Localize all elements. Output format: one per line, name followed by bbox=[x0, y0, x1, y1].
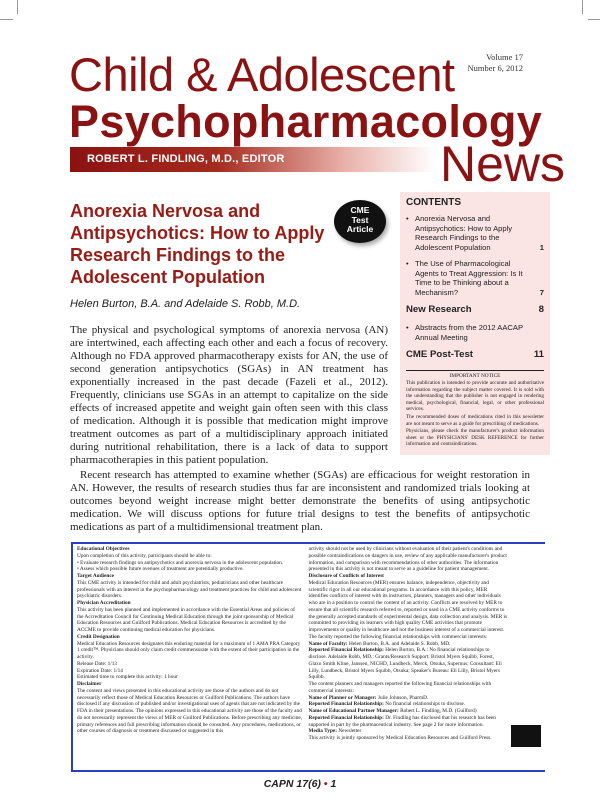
cme-section-text: This CME activity is intended for child and adult psychiatrists, pediatricians and other healthcare professionals with an interest in the psychopharmacology and treatment practices for child and adolescent psychiatric disorders. bbox=[77, 579, 302, 600]
cme-section-heading: Educational Objectives bbox=[77, 546, 130, 552]
cme-section bbox=[77, 674, 303, 681]
notice-text: Physicians, please check the manufacturer's product information sheet or the PHYSICIANS' DESK REFERENCE for further information and contraindications. bbox=[406, 428, 544, 448]
issue-info bbox=[455, 52, 523, 74]
cme-section bbox=[77, 546, 303, 560]
cme-section-text: The faculty reported the following financial relationships with commercial interests: bbox=[308, 633, 488, 640]
cme-section-text: The content planners and managers reported the following financial relationships with commercial interests: bbox=[308, 681, 492, 694]
bullet-icon: • bbox=[406, 323, 409, 332]
cme-section-text: Helen Burton, B.A.: No financial relationships to disclose. Adelaide Robb, MD.: Grants/Research Support: Bristol Myers Squibb, Forest, Glaxo Smith Kline, Janssen, NICHD, Lundbeck, Merck, Otsuka, Supernus; Consultant: Eli Lilly, Lundbeck, Bristol Myers Squibb, Otsuka; Speaker's Bureau: Eli Lilly, Bristol Myers Squibb. bbox=[308, 647, 502, 681]
cme-section bbox=[77, 634, 303, 661]
cme-section-text: • Evaluate research findings on antipsychotics and anorexia nervosa in the adolescent population. bbox=[77, 559, 284, 566]
cme-section-text: Expiration Date: 1/14 bbox=[77, 667, 123, 674]
logo-column bbox=[511, 546, 545, 767]
cme-section bbox=[309, 546, 509, 573]
cme-section-heading: Reported Financial Relationship: bbox=[308, 647, 384, 654]
cme-section bbox=[77, 681, 303, 735]
cme-section-heading: Name of Faculty: bbox=[308, 640, 348, 647]
cme-section-heading: Reported Financial Relationship: bbox=[308, 714, 384, 721]
mer-logo bbox=[511, 725, 541, 747]
cme-section bbox=[309, 647, 509, 681]
cme-test-badge bbox=[334, 200, 386, 243]
badge-line: Test bbox=[351, 214, 369, 225]
notice-heading: IMPORTANT NOTICE bbox=[449, 373, 501, 379]
cme-section bbox=[77, 600, 303, 634]
cme-section-heading: Name of Educational Partner Manager: bbox=[308, 708, 399, 714]
masthead-title-line2: Psychopharmacology bbox=[69, 96, 543, 147]
cme-section-text: No financial relationships to disclose. bbox=[385, 701, 466, 708]
important-notice bbox=[406, 370, 544, 448]
paragraph: The physical and psychological symptoms of anorexia nervosa (AN) are intertwined, each affecting each other and each a focus of recovery. Although no FDA approved pharmacotherapy exists for AN, the use of second generation antipsychotics (SGAs) in AN treatment has exponentially increased in the past decade (Fazeli et al., 2012). Frequently, clinicians use SGAs in an attempt to capitalize on the side effects of increased appetite and weight gain often seen with this class of medication. Although it is possible that medication might improve treatment outcomes as part of a multidisciplinary approach initiated during nutritional rehabilitation, there is a lack of data to support pharmacotherapies in this patient population. bbox=[70, 324, 388, 466]
contents-post-test[interactable]: CME Post-Test 11 bbox=[406, 349, 544, 360]
editor-bar bbox=[70, 147, 435, 172]
cme-section-heading: Reported Financial Relationship: bbox=[308, 701, 384, 708]
cme-section bbox=[309, 681, 509, 695]
contents-new-research[interactable]: New Research 8 bbox=[406, 304, 544, 315]
volume: Volume 17 bbox=[486, 52, 523, 62]
cme-section-heading: Target Audience bbox=[77, 573, 115, 579]
contents-item[interactable]: • Abstracts from the 2012 AACAP Annual Meeting bbox=[406, 323, 523, 342]
cme-column-2 bbox=[309, 546, 509, 767]
cme-section-text: activity should not be used by clinicians without evaluation of their patient's conditions and possible contraindications on dangers in use, review of any applicable manufacturer's product information, and comparison with recommendations of other authorities. The information presented in this activity is not meant to serve as a guideline for patient management. bbox=[308, 546, 507, 573]
cme-section-text: Release Date: 1/13 bbox=[77, 660, 118, 667]
cme-section bbox=[309, 701, 509, 708]
cme-section bbox=[77, 661, 303, 668]
cme-section-text: Dr. Findling has disclosed that his research has been supported in part by the pharmaceutical industry. See page 2 for more information. bbox=[308, 714, 496, 728]
cme-section bbox=[77, 668, 303, 675]
cme-section bbox=[309, 735, 509, 742]
cme-section-text: Estimated time to complete this activity: 1 hour bbox=[77, 674, 178, 681]
cme-section-text: Julie Johnson, PharmD. bbox=[377, 694, 429, 701]
cme-section bbox=[309, 715, 509, 729]
cme-section-heading: Physician Accreditation bbox=[77, 600, 131, 606]
cme-section-heading: Disclaimer bbox=[77, 681, 102, 687]
editor-name: ROBERT L. FINDLING, M.D., EDITOR bbox=[87, 153, 285, 165]
cme-section-text: The content and views presented in this educational activity are those of the authors and do not necessarily reflect those of Medical Education Resources or Guilford Publications. The authors have disclosed if any discussion of published and/or investigational uses of agents that are not indicated by the FDA in their presentations. The opinions expressed in this educational activity are those of the faculty and do not necessarily represent the views of MER or Guilford Publications. Before prescribing any medicine, primary references and full prescribing information should be consulted. Any procedures, medications, or other courses of diagnosis or treatment discussed or suggested in this bbox=[77, 687, 303, 735]
contents-item[interactable]: • Anorexia Nervosa and Antipsychotics: How to Apply Research Findings to the Adolescent Population 1 bbox=[406, 214, 544, 252]
masthead bbox=[0, 0, 600, 192]
article-column bbox=[70, 200, 388, 467]
cme-section bbox=[309, 634, 509, 641]
article-authors: Helen Burton, B.A. and Adelaide S. Robb, M.D. bbox=[70, 298, 301, 310]
cme-section-text: Medical Education Resources (MER) ensures balance, independence, objectivity and scientific rigor in all our educational programs. In accordance with this policy, MER identifies conflicts of interest with its instructors, planners, managers and other individuals who are in a position to control the content of an activity. Conflicts are resolved by MER to ensure that all scientific research referred to, reported or used in a CME activity conforms to the generally accepted standards of experimental design, data collection and analysis. MER is committed to providing its learners with high quality CME activities that promote improvements or quality in healthcare and not the business interest of a commercial interest. bbox=[308, 579, 508, 633]
badge-line: CME bbox=[350, 205, 370, 215]
cme-section-text: Newsletter bbox=[338, 728, 362, 735]
page-number: 7 bbox=[539, 287, 544, 297]
cme-section-heading: Disclosure of Conflicts of Interest bbox=[308, 573, 384, 579]
cme-section-heading: Credit Designation bbox=[77, 633, 120, 640]
cme-section bbox=[309, 708, 509, 715]
cme-section-text: Medical Education Resources designates this enduring material for a maximum of 1 AMA PRA Category 1 credit™. Physicians should only claim credit commensurate with the extent of their participation in the activity. bbox=[77, 640, 301, 660]
article-title: Anorexia Nervosa and Antipsychotics: How to Apply Research Findings to the Adolescent Population bbox=[70, 201, 325, 287]
contents-item[interactable]: • The Use of Pharmacological Agents to Treat Aggression: Is It Time to be Thinking about a Mechanism? 7 bbox=[406, 259, 544, 297]
cme-info-box bbox=[71, 542, 545, 772]
badge-line: Article bbox=[346, 224, 374, 234]
contents-box bbox=[400, 192, 550, 455]
divider bbox=[406, 370, 544, 371]
separator: • bbox=[323, 778, 328, 790]
paragraph: Recent research has attempted to examine whether (SGAs) are efficacious for weight restoration in AN. However, the results of research studies thus far are inconsistent and randomized trials looking at outcomes beyond weight increase might better demonstrate the benefits of using antipsychotic medication. We will discuss options for future trial designs to test the benefits of antipsychotic medications as part of a multidimensional treatment plan. bbox=[70, 469, 530, 533]
notice-text: The recommended doses of medications cited in this newsletter are not meant to serve as a guide for prescribing of medications. bbox=[406, 413, 544, 427]
contents-heading: CONTENTS bbox=[406, 197, 461, 208]
cme-section-text: Robert L. Findling, M.D. (Guilford) bbox=[400, 708, 477, 714]
bullet-icon: • bbox=[406, 259, 409, 268]
journal-issue: CAPN 17(6) bbox=[263, 778, 321, 790]
issue-number: Number 6, 2012 bbox=[467, 63, 523, 73]
cme-section bbox=[77, 573, 303, 600]
page-footer bbox=[0, 778, 600, 798]
cme-section-text: • Assess which possible future avenues of treatment are potentially productive. bbox=[77, 566, 244, 573]
cme-section-text: This activity is jointly sponsored by Medical Education Resources and Guilford Press. bbox=[308, 735, 492, 741]
article-top-row bbox=[70, 192, 600, 467]
cme-section bbox=[77, 566, 303, 573]
cme-section-heading: Media Type: bbox=[308, 728, 338, 735]
page-number: 1 bbox=[330, 778, 337, 790]
masthead-title-line1: Child & Adolescent bbox=[69, 48, 455, 101]
notice-text: This publication is intended to provide accurate and authoritative information regarding the subject matter covered. It is sold with the understanding that the publisher is not engaged in rendering medical, psychological, financial, legal, or other professional services. bbox=[406, 380, 544, 413]
masthead-title-line3: News bbox=[440, 136, 566, 192]
cme-section-text: Helen Burton, B.A. and Adelaide S. Robb, MD. bbox=[348, 640, 451, 647]
cme-section bbox=[309, 573, 509, 634]
cme-section-text: This activity has been planned and implemented in accordance with the Essential Areas and policies of the Accreditation Council for Continuing Medical Education through the joint sponsorship of Medical Education Resources and Guilford Publications. Medical Education Resources is accredited by the ACCME to provide continuing medical education for physicians. bbox=[77, 606, 295, 633]
bullet-icon: • bbox=[406, 214, 409, 223]
page-number: 1 bbox=[539, 242, 544, 252]
cme-section-text: Upon completion of this activity, participants should be able to: bbox=[77, 552, 212, 559]
cme-section-heading: Name of Planner or Manager: bbox=[308, 694, 377, 701]
cme-column-1 bbox=[77, 546, 303, 767]
cme-section bbox=[309, 728, 509, 735]
